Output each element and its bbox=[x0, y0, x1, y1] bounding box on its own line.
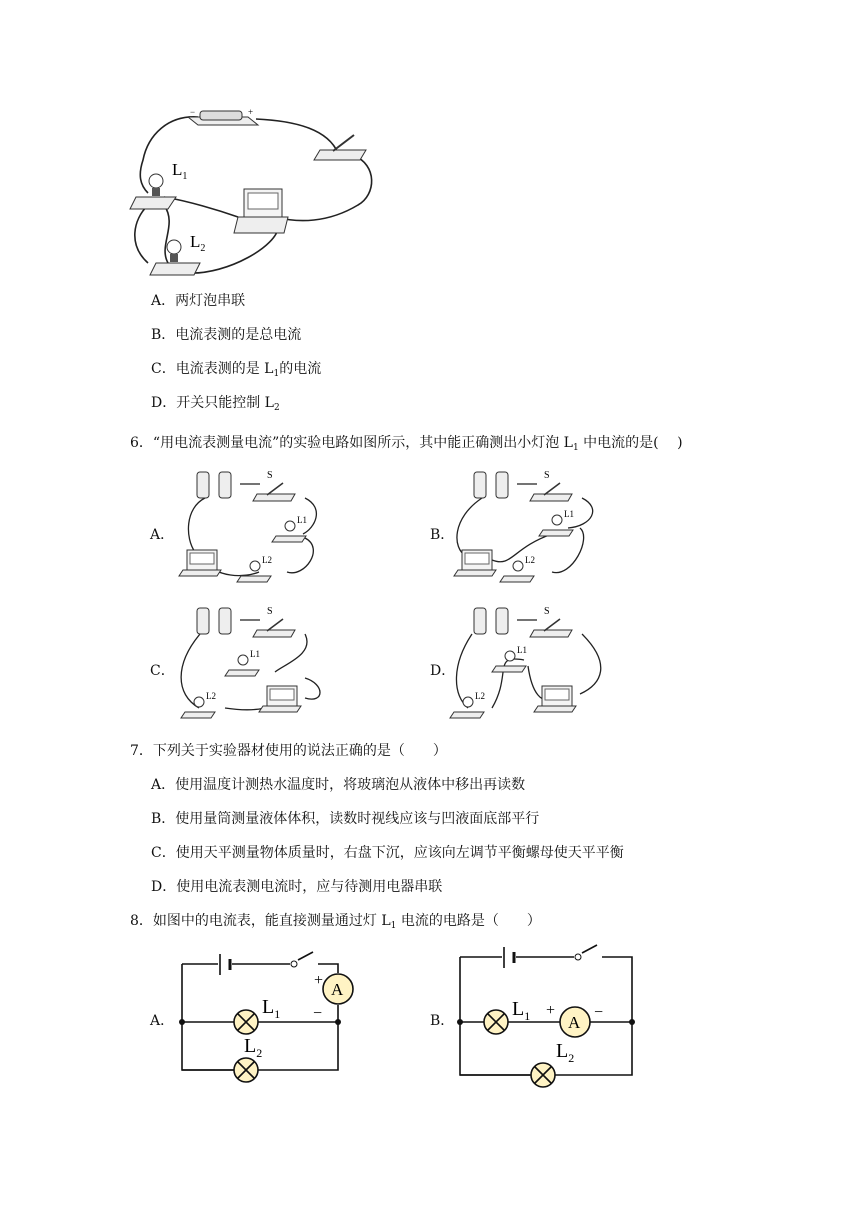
lamp-label: L2 bbox=[525, 555, 535, 565]
lamp-l1-symbol bbox=[484, 1010, 508, 1034]
battery-cell-icon bbox=[219, 608, 231, 634]
ammeter-icon bbox=[179, 550, 221, 576]
q6-figure-b bbox=[452, 468, 602, 588]
q6-option-b-letter: B． bbox=[430, 527, 455, 543]
ammeter-symbol bbox=[560, 1007, 590, 1037]
switch-label: S bbox=[267, 606, 273, 617]
q8-circuit-a bbox=[170, 945, 360, 1085]
q8-stem: 8．如图中的电流表，能直接测量通过灯 $L_1$ 电流的电路是（ ） bbox=[130, 913, 541, 931]
svg-text:L1: $L_1$ bbox=[512, 998, 531, 1023]
q6-option-c-letter: C． bbox=[150, 663, 175, 679]
q6-figure-c bbox=[175, 604, 325, 724]
svg-text:L2: $L_2$ bbox=[244, 1035, 263, 1060]
switch-symbol bbox=[575, 954, 581, 960]
lamp-l1-icon bbox=[130, 174, 176, 209]
q5-option-d: D．开关只能控制 $L_2$ bbox=[151, 395, 280, 413]
battery-cell-icon bbox=[197, 472, 209, 498]
q6-stem: 6．“用电流表测量电流”的实验电路如图所示，其中能正确测出小灯泡 $L_1$ 中电流的是( ) bbox=[130, 435, 683, 453]
svg-text:+: + bbox=[248, 107, 254, 117]
lamp-label: L1 bbox=[517, 645, 527, 655]
battery-cell-icon bbox=[219, 472, 231, 498]
q6-figure-a bbox=[175, 468, 325, 588]
lamp-label: L2 bbox=[206, 691, 216, 701]
svg-text:−: − bbox=[594, 1004, 604, 1021]
svg-text:A: A bbox=[568, 1013, 581, 1032]
battery-symbol bbox=[504, 947, 514, 968]
q6-option-a-letter: A． bbox=[150, 527, 175, 543]
q8-option-b-letter: B． bbox=[430, 1013, 455, 1029]
q5-circuit-figure bbox=[128, 105, 388, 285]
lamp-label: L2 bbox=[262, 555, 272, 565]
q7-option-b: B．使用量筒测量液体体积，读数时视线应该与凹液面底部平行 bbox=[151, 811, 540, 827]
battery-cell-icon bbox=[197, 608, 209, 634]
switch-icon bbox=[314, 135, 366, 160]
switch-label: S bbox=[544, 470, 550, 481]
q5-l2-label: $L_2$ bbox=[190, 232, 206, 254]
svg-text:+: + bbox=[546, 1002, 556, 1019]
q8-circuit-b bbox=[450, 943, 650, 1083]
q7-option-a: A．使用温度计测热水温度时，将玻璃泡从液体中移出再读数 bbox=[151, 777, 526, 793]
q5-option-b: B．电流表测的是总电流 bbox=[151, 327, 302, 343]
lamp-label: L2 bbox=[475, 691, 485, 701]
ammeter-icon bbox=[259, 686, 301, 712]
svg-text:A: A bbox=[331, 980, 344, 999]
q7-option-c: C．使用天平测量物体质量时，右盘下沉，应该向左调节平衡螺母使天平平衡 bbox=[151, 845, 624, 861]
battery-cell-icon bbox=[496, 472, 508, 498]
switch-icon bbox=[530, 619, 572, 637]
q7-option-d: D．使用电流表测电流时，应与待测用电器串联 bbox=[151, 879, 443, 895]
svg-text:L1: $L_1$ bbox=[262, 996, 281, 1021]
q5-l1-label: $L_1$ bbox=[172, 160, 188, 182]
battery-cell-icon bbox=[474, 472, 486, 498]
lamp-label: L1 bbox=[297, 515, 307, 525]
q6-option-d-letter: D． bbox=[430, 663, 456, 679]
q5-option-a: A．两灯泡串联 bbox=[151, 293, 246, 309]
svg-text:L2: $L_2$ bbox=[556, 1040, 575, 1065]
svg-text:−: − bbox=[190, 107, 196, 117]
lamp-l2-symbol bbox=[234, 1058, 258, 1082]
q8-option-a-letter: A． bbox=[150, 1013, 175, 1029]
lamp-l2-symbol bbox=[531, 1063, 555, 1087]
battery-cell-icon bbox=[496, 608, 508, 634]
switch-icon bbox=[253, 619, 295, 637]
lamp-label: L1 bbox=[250, 649, 260, 659]
ammeter-icon bbox=[234, 189, 288, 233]
ammeter-symbol bbox=[323, 974, 353, 1004]
switch-symbol bbox=[291, 961, 297, 967]
ammeter-icon bbox=[534, 686, 576, 712]
switch-icon bbox=[253, 483, 295, 501]
switch-icon bbox=[530, 483, 572, 501]
battery-cell-icon bbox=[474, 608, 486, 634]
battery-symbol bbox=[220, 954, 230, 975]
svg-text:−: − bbox=[313, 1005, 323, 1022]
ammeter-icon bbox=[454, 550, 496, 576]
switch-label: S bbox=[267, 470, 273, 481]
lamp-l1-symbol bbox=[234, 1010, 258, 1034]
lamp-label: L1 bbox=[564, 509, 574, 519]
q5-option-c: C．电流表测的是 $L_1$的电流 bbox=[151, 361, 322, 379]
q7-stem: 7．下列关于实验器材使用的说法正确的是（ ） bbox=[130, 743, 447, 759]
switch-label: S bbox=[544, 606, 550, 617]
battery-holder-icon bbox=[188, 107, 258, 125]
svg-text:+: + bbox=[314, 972, 324, 989]
q6-figure-d bbox=[452, 604, 602, 724]
